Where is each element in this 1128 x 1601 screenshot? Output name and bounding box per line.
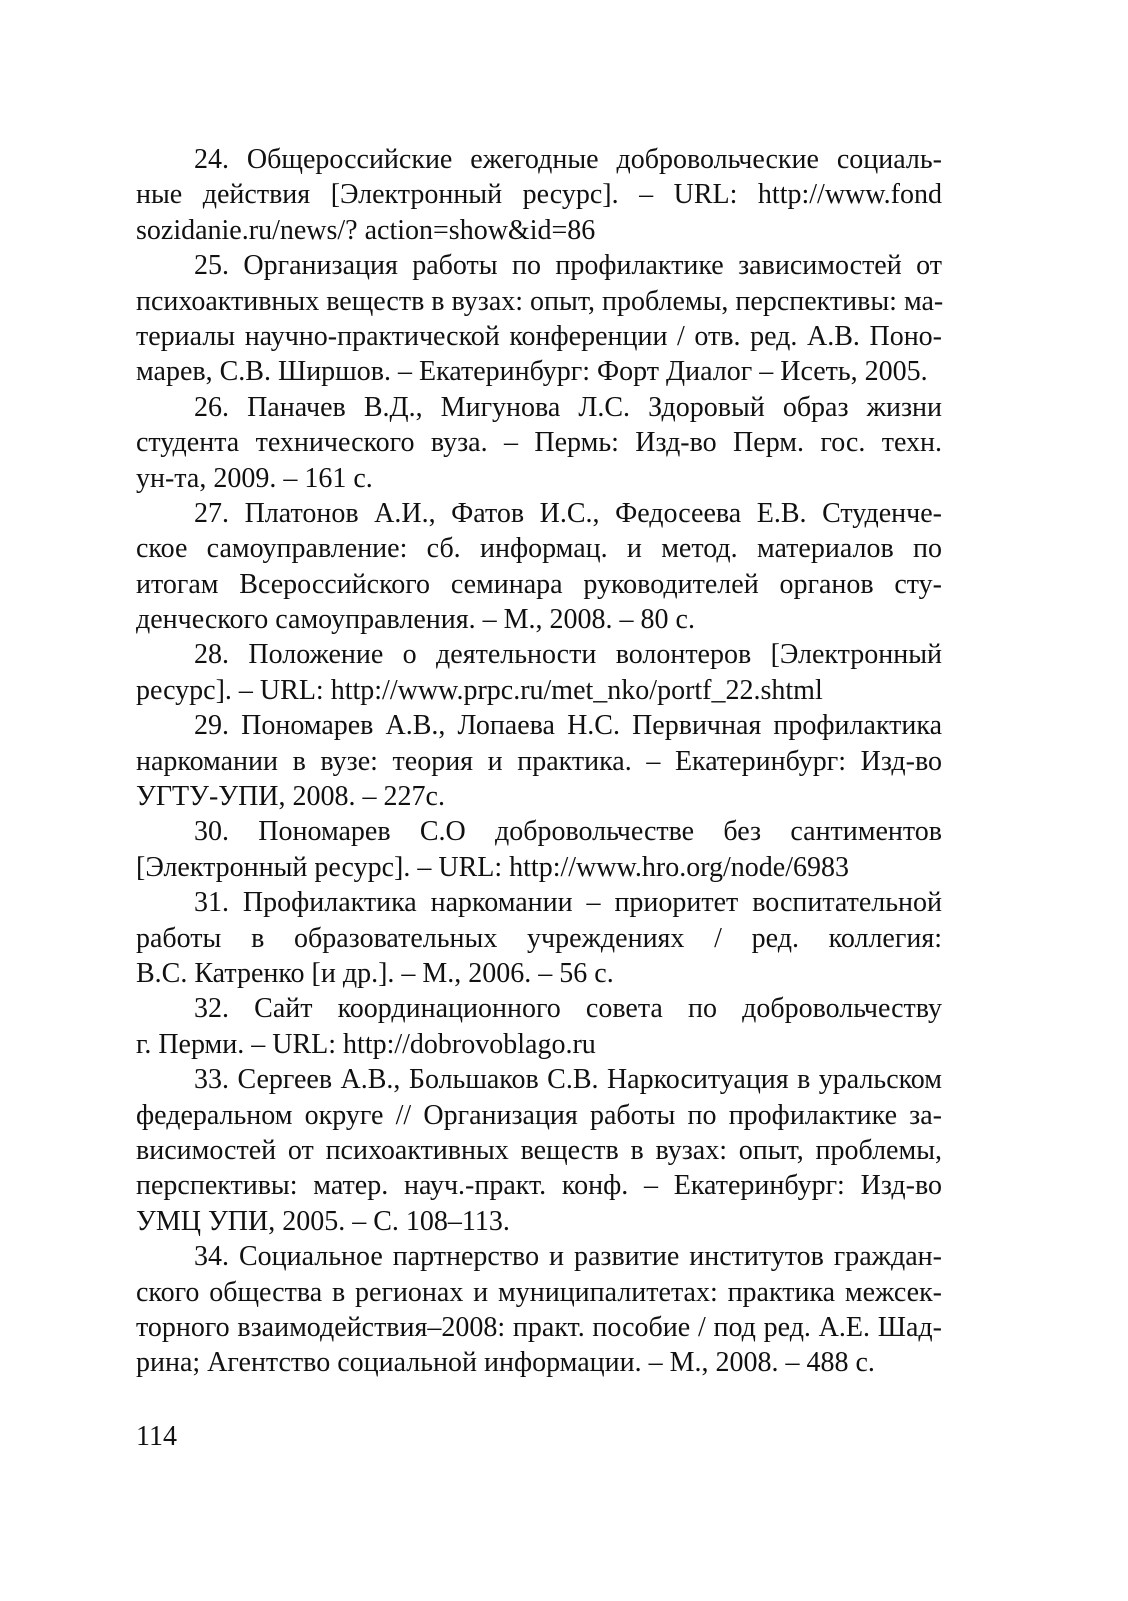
ref-25 [136, 248, 942, 390]
ref-24 [136, 142, 942, 248]
reference-line: В.С. Катренко [и др.]. – М., 2006. – 56 с. [136, 957, 614, 989]
reference-line: sozidanie.ru/news/? action=show&id=86 [136, 214, 596, 246]
reference-first-line: 32. Сайт координационного совета по добровольчеству [194, 993, 942, 1025]
reference-line: висимостей от психоактивных веществ в вузах: опыт, проблемы, [136, 1134, 942, 1166]
reference-line: УГТУ-УПИ, 2008. – 227с. [136, 781, 445, 813]
reference-line: наркомании в вузе: теория и практика. – Екатеринбург: Изд-во [136, 745, 942, 777]
reference-first-line: 30. Пономарев С.О добровольчестве без сантиментов [194, 816, 942, 848]
ref-27 [136, 496, 942, 638]
ref-30 [136, 814, 942, 885]
reference-first-line: 33. Сергеев А.В., Большаков С.В. Наркоситуация в уральском [194, 1064, 942, 1096]
ref-28 [136, 637, 942, 708]
reference-line: психоактивных веществ в вузах: опыт, проблемы, перспективы: ма- [136, 285, 944, 317]
ref-26 [136, 390, 942, 496]
reference-line: федеральном округе // Организация работы по профилактике за- [136, 1099, 942, 1131]
reference-line: итогам Всероссийского семинара руководителей органов сту- [136, 568, 942, 600]
reference-first-line: 28. Положение о деятельности волонтеров [Электронный [194, 639, 942, 671]
reference-line: г. Перми. – URL: http://dobrovoblago.ru [136, 1028, 596, 1060]
reference-line: ское самоуправление: сб. информац. и метод. материалов по [136, 533, 942, 565]
reference-line: ского общества в регионах и муниципалитетах: практика межсек- [136, 1276, 942, 1308]
ref-31 [136, 885, 942, 991]
reference-line: [Электронный ресурс]. – URL: http://www.hro.org/node/6983 [136, 851, 850, 883]
reference-first-line: 29. Пономарев А.В., Лопаева Н.С. Первичная профилактика [194, 710, 942, 742]
reference-first-line: 31. Профилактика наркомании – приоритет воспитательной [194, 887, 942, 919]
reference-line: териалы научно-практической конференции / отв. ред. А.В. Поно- [136, 320, 942, 352]
reference-line: рина; Агентство социальной информации. – М., 2008. – 488 с. [136, 1347, 875, 1379]
reference-first-line: 24. Общероссийские ежегодные добровольческие социаль- [194, 144, 942, 175]
reference-line: работы в образовательных учреждениях / ред. коллегия: [136, 922, 942, 954]
reference-line: марев, С.В. Ширшов. – Екатеринбург: Форт Диалог – Исеть, 2005. [136, 356, 928, 388]
reference-line: ресурс]. – URL: http://www.prpc.ru/met_nko/portf_22.shtml [136, 674, 823, 706]
ref-33 [136, 1062, 942, 1239]
reference-list [136, 142, 942, 1381]
reference-first-line: 27. Платонов А.И., Фатов И.С., Федосеева Е.В. Студенче- [194, 497, 942, 529]
reference-line: перспективы: матер. науч.-практ. конф. – Екатеринбург: Изд-во [136, 1170, 942, 1202]
reference-first-line: 26. Паначев В.Д., Мигунова Л.С. Здоровый образ жизни [194, 391, 942, 423]
reference-line: УМЦ УПИ, 2005. – С. 108–113. [136, 1205, 510, 1237]
reference-first-line: 25. Организация работы по профилактике зависимостей от [194, 250, 942, 282]
ref-29 [136, 708, 942, 814]
reference-line: ные действия [Электронный ресурс]. – URL: http://www.fond [136, 179, 942, 211]
reference-first-line: 34. Социальное партнерство и развитие институтов граждан- [194, 1241, 942, 1273]
reference-line: денческого самоуправления. – М., 2008. – 80 с. [136, 604, 695, 636]
reference-line: студента технического вуза. – Пермь: Изд-во Перм. гос. техн. [136, 427, 942, 459]
page-number: 114 [136, 1421, 177, 1452]
reference-line: торного взаимодействия–2008: практ. пособие / под ред. А.Е. Шад- [136, 1311, 942, 1343]
ref-34 [136, 1239, 942, 1381]
reference-line: ун-та, 2009. – 161 с. [136, 462, 373, 494]
ref-32 [136, 991, 942, 1062]
